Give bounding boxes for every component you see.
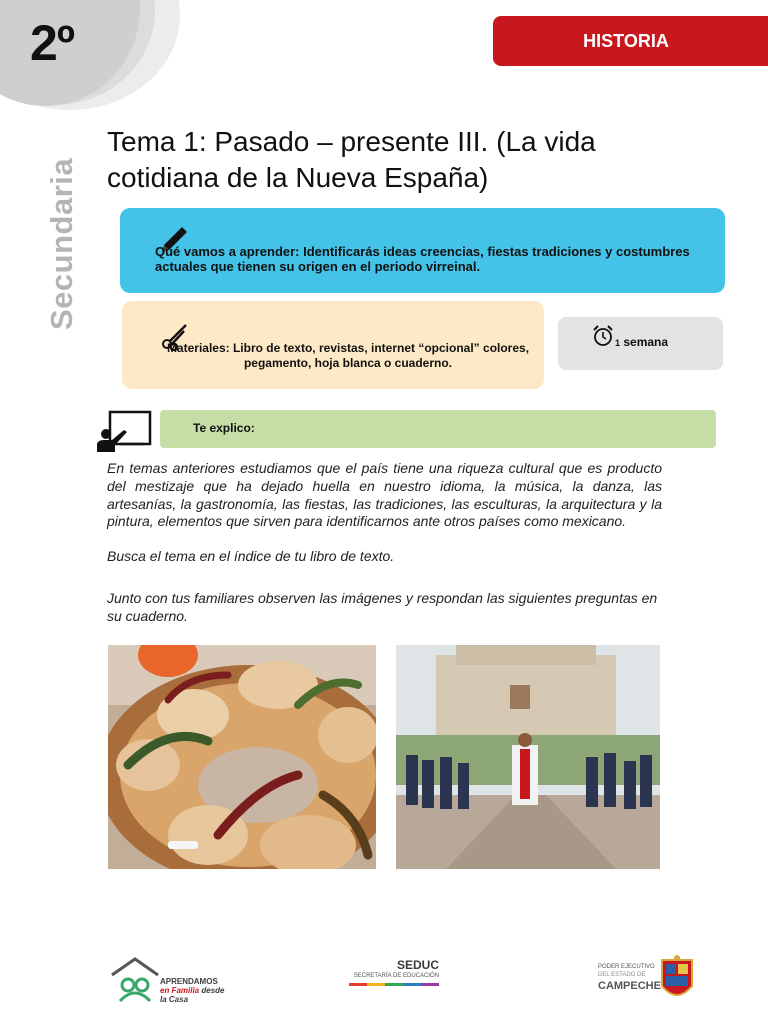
rosca-illustration [108,645,376,869]
body-paragraph-2: Busca el tema en el índice de tu libro de texto. [107,548,395,564]
seduc-logo [350,958,445,988]
family-logo-line2 [160,986,224,995]
duration-box [558,317,723,370]
family-logo-line2b: desde [201,986,225,995]
alarm-clock-icon [592,325,614,347]
family-learning-logo [110,955,240,1007]
campeche-line3: CAMPECHE [598,980,661,992]
aim-text: Qué vamos a aprender: Identificarás ideas creencias, fiestas tradiciones y costumbres actuales que tienen su origen en el periodo virreinal. [155,244,690,274]
materials-text: Materiales: Libro de texto, revistas, internet “opcional” colores, pegamento, hoja blanca o cuaderno. [166,341,530,370]
seduc-subtitle: SECRETARÍA DE EDUCACIÓN [353,973,439,979]
duration-number: 1 [615,338,621,348]
grade-label: 2º [30,15,75,71]
duration-unit: semana [623,335,669,349]
page-title: Tema 1: Pasado – presente III. (La vida cotidiana de la Nueva España) [107,126,596,193]
campeche-logo [598,950,698,1006]
duration-text [615,335,668,349]
body-paragraph-1: En temas anteriores estudiamos que el país tiene una riqueza cultural que es producto del mestizaje que ha dejado huella en nuestro idioma, la música, la danza, las artesanías, la gastronomía, las fiestas, las tradiciones, las esculturas, la arquitectura y la pintura, elementos que sirven para identificarnos ante otros países como mexicano. [107,460,662,530]
procession-illustration [396,645,660,869]
level-text: Secundaria [44,157,79,330]
family-logo-line1: APRENDAMOS [160,977,218,986]
body-paragraph-3: Junto con tus familiares observen las imágenes y respondan las siguientes preguntas en su cuaderno. [107,590,658,624]
family-logo-line3: la Casa [160,995,189,1004]
subject-badge: HISTORIA [493,16,768,66]
campeche-shield-icon [660,954,694,1004]
seduc-color-lines [349,983,439,986]
level-vertical-label [44,130,84,330]
rosca-photo [108,645,376,869]
family-logo-line2a: en Familia [160,986,200,995]
aim-box [120,208,725,293]
explain-bar [160,410,716,448]
teacher-board-icon [96,410,152,452]
explain-label: Te explico: [193,421,255,435]
campeche-line1: PODER EJECUTIVO [598,964,655,970]
seduc-title: SEDUC [396,958,439,972]
campeche-line2: DEL ESTADO DE [598,972,646,978]
house-family-icon [110,955,160,1005]
materials-box [122,301,544,389]
procession-photo [396,645,660,869]
